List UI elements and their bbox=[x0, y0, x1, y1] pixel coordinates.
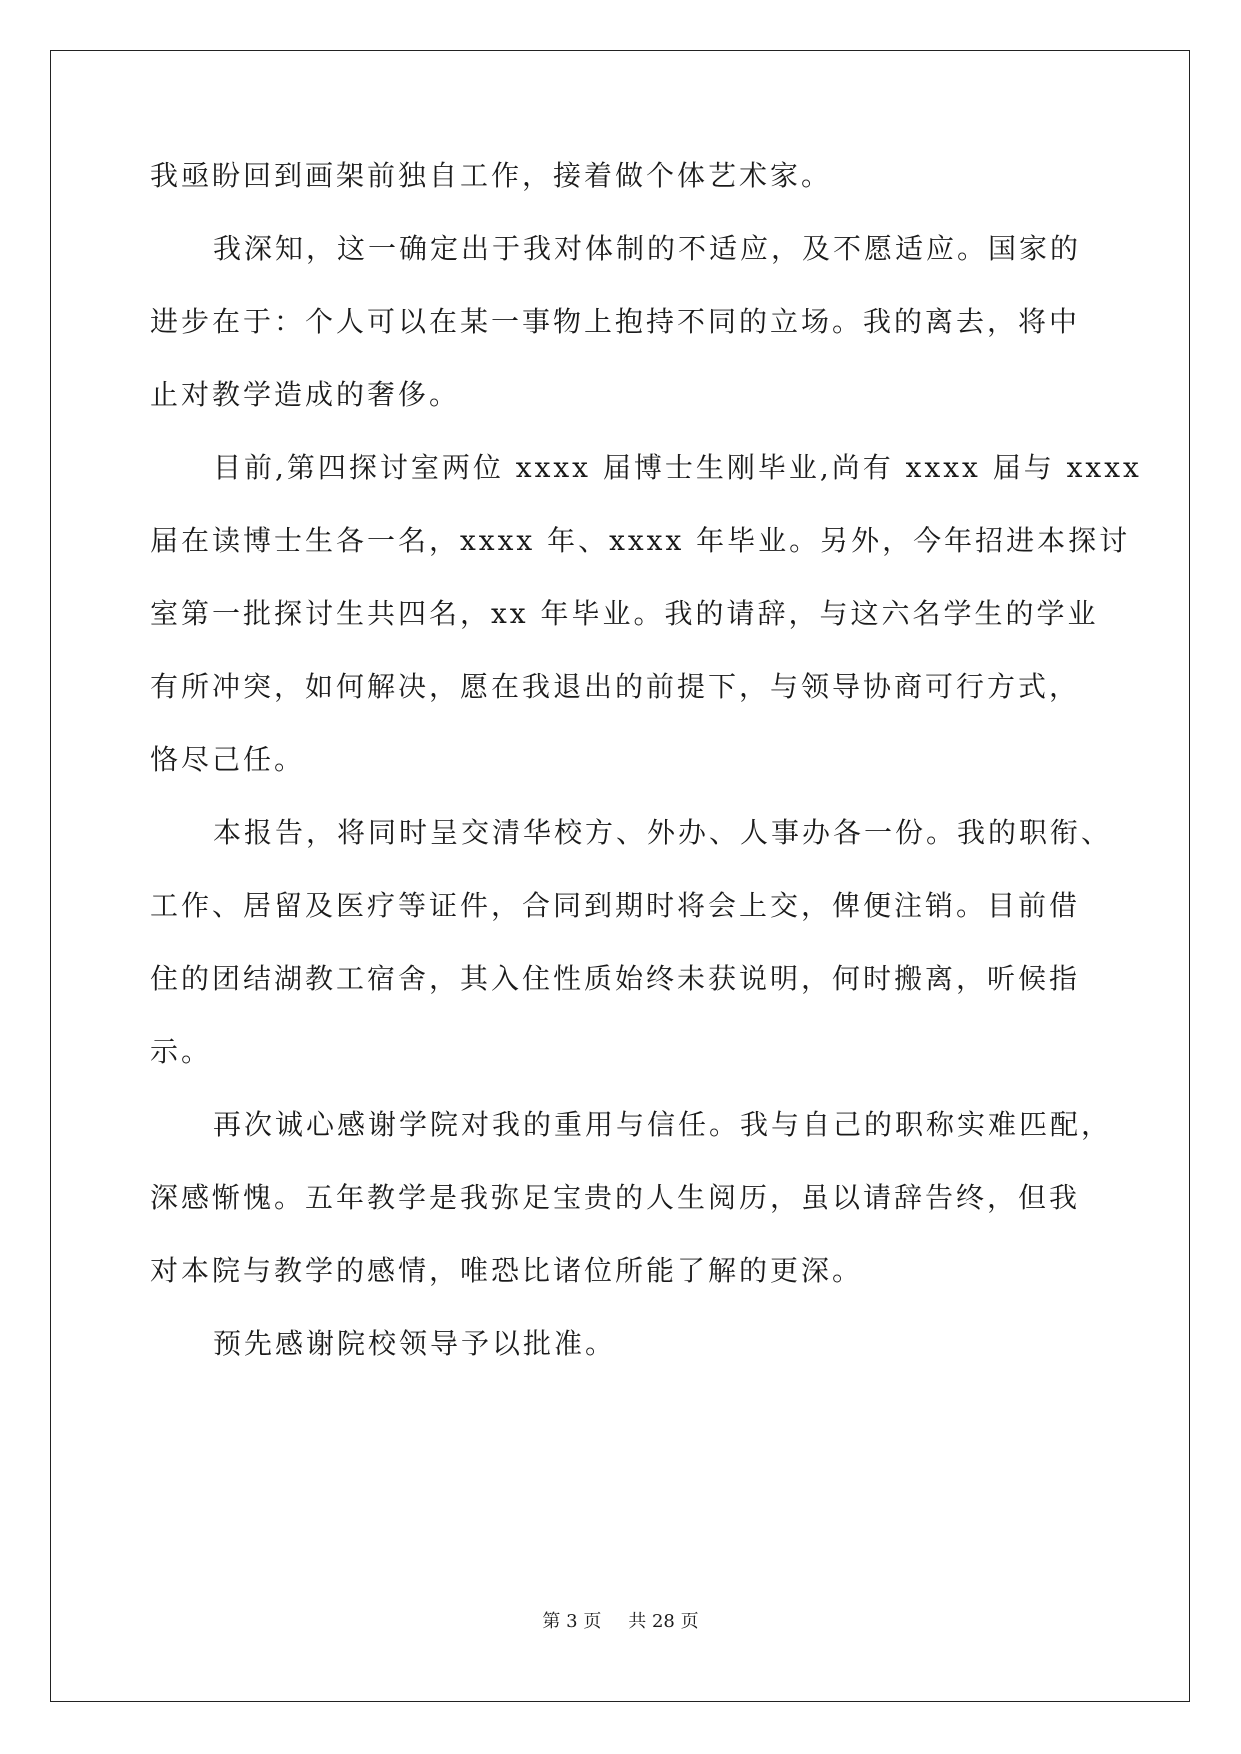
paragraph-line: 示。 bbox=[150, 1035, 213, 1068]
paragraph-line: 有所冲突，如何解决，愿在我退出的前提下，与领导协商可行方式， bbox=[150, 670, 1081, 703]
paragraph-line: 目前,第四探讨室两位 xxxx 届博士生刚毕业,尚有 xxxx 届与 xxxx bbox=[213, 451, 1142, 484]
paragraph-line: 恪尽己任。 bbox=[150, 743, 306, 776]
paragraph-line: 住的团结湖教工宿舍，其入住性质始终未获说明，何时搬离，听候指 bbox=[150, 962, 1081, 995]
page-number: 第 3 页 bbox=[542, 1611, 602, 1632]
paragraph-line: 止对教学造成的奢侈。 bbox=[150, 378, 461, 411]
paragraph-line: 届在读博士生各一名，xxxx 年、xxxx 年毕业。另外，今年招进本探讨 bbox=[150, 524, 1131, 557]
paragraph-line: 对本院与教学的感情，唯恐比诸位所能了解的更深。 bbox=[150, 1254, 864, 1287]
paragraph-line: 深感惭愧。五年教学是我弥足宝贵的人生阅历，虽以请辞告终，但我 bbox=[150, 1181, 1081, 1214]
page-footer bbox=[0, 1607, 1241, 1633]
paragraph-line: 本报告，将同时呈交清华校方、外办、人事办各一份。我的职衔、 bbox=[213, 816, 1113, 849]
paragraph-line: 工作、居留及医疗等证件，合同到期时将会上交，俾便注销。目前借 bbox=[150, 889, 1081, 922]
page-border bbox=[50, 50, 1190, 1702]
paragraph-line: 我亟盼回到画架前独自工作，接着做个体艺术家。 bbox=[150, 159, 833, 192]
paragraph-line: 预先感谢院校领导予以批准。 bbox=[213, 1327, 617, 1360]
paragraph-line: 再次诚心感谢学院对我的重用与信任。我与自己的职称实难匹配， bbox=[213, 1108, 1113, 1141]
total-pages: 共 28 页 bbox=[628, 1611, 699, 1632]
paragraph-line: 室第一批探讨生共四名，xx 年毕业。我的请辞，与这六名学生的学业 bbox=[150, 597, 1099, 630]
paragraph-line: 进步在于：个人可以在某一事物上抱持不同的立场。我的离去，将中 bbox=[150, 305, 1081, 338]
paragraph-line: 我深知，这一确定出于我对体制的不适应，及不愿适应。国家的 bbox=[213, 232, 1082, 265]
